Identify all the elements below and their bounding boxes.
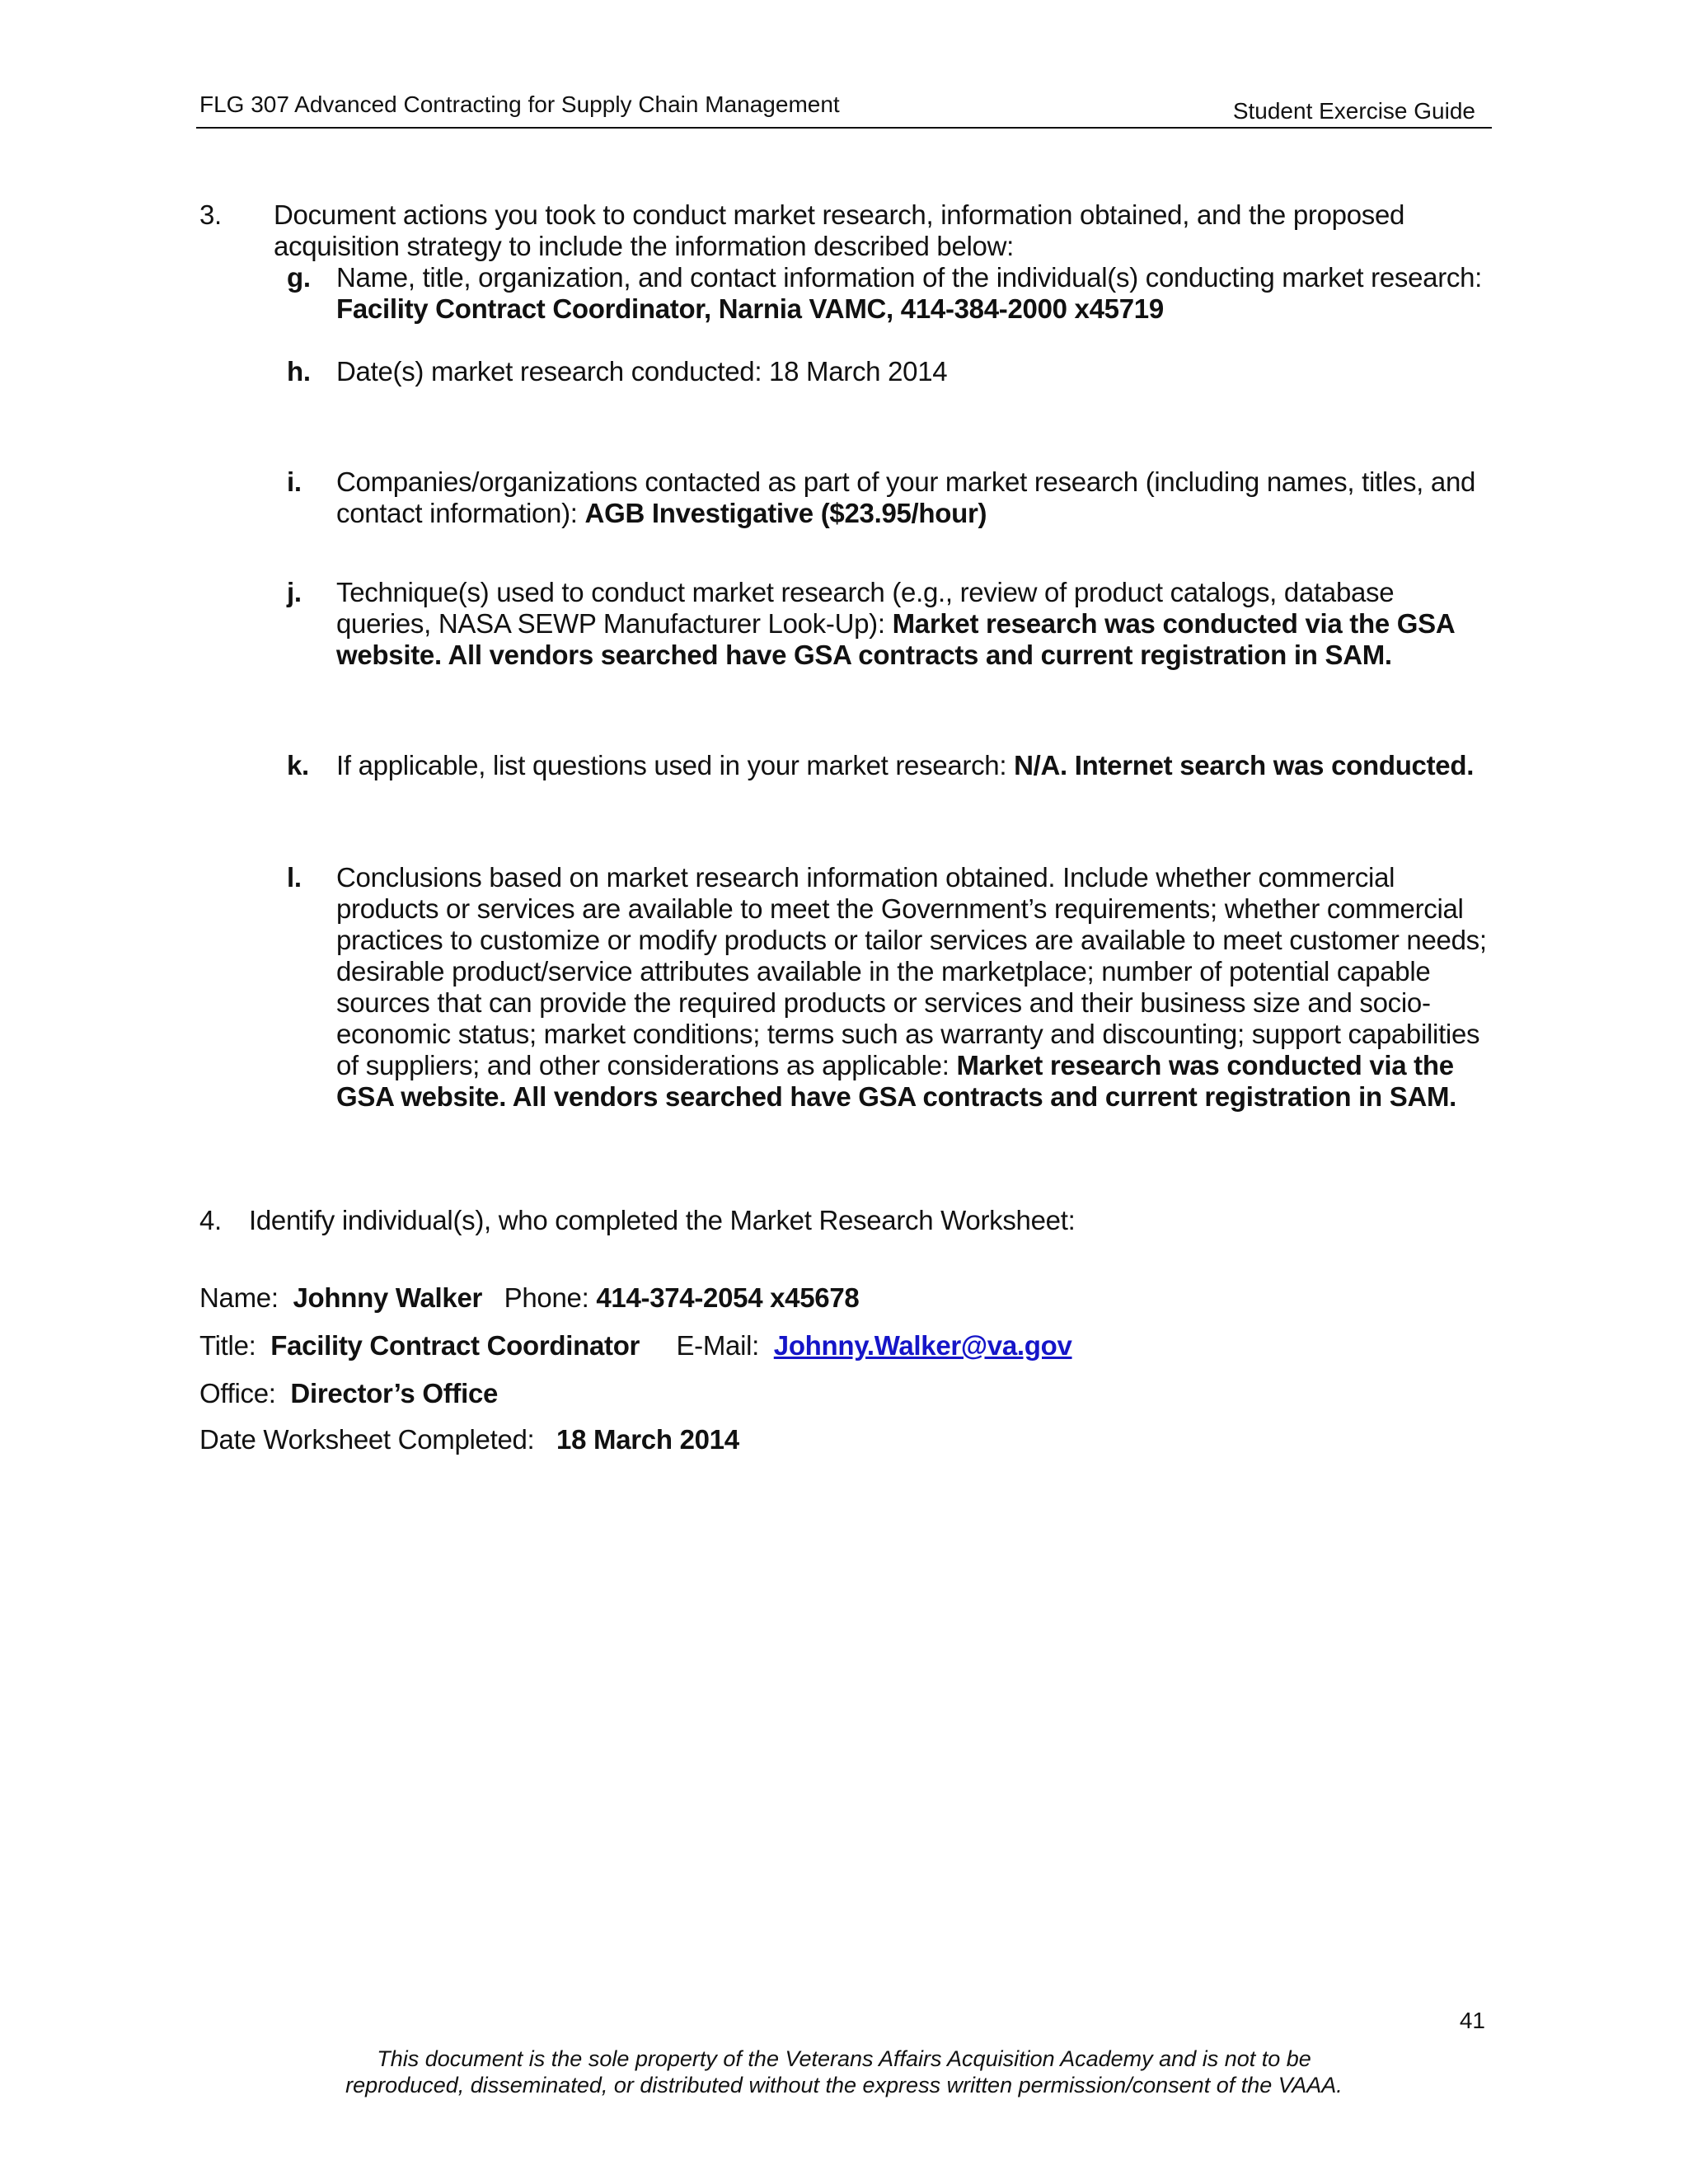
date-label: Date Worksheet Completed: bbox=[199, 1424, 535, 1455]
phone-value: 414-374-2054 x45678 bbox=[596, 1282, 860, 1313]
title-email-line bbox=[199, 1330, 1072, 1361]
phone-label: Phone: bbox=[504, 1282, 589, 1313]
header-divider bbox=[196, 127, 1492, 129]
item-4-text: Identify individual(s), who completed the Market Research Worksheet: bbox=[249, 1205, 1076, 1235]
sub-item-k-letter: k. bbox=[287, 750, 309, 780]
email-label: E-Mail: bbox=[676, 1330, 760, 1361]
footer-notice bbox=[0, 2046, 1688, 2098]
item-3-number: 3. bbox=[199, 199, 222, 230]
sub-item-h-text: Date(s) market research conducted: 18 March 2014 bbox=[336, 356, 948, 387]
sub-item-g-letter: g. bbox=[287, 262, 311, 293]
title-value: Facility Contract Coordinator bbox=[270, 1330, 640, 1361]
sub-item-j-answer: Market research was conducted via the GSA website. All vendors searched have GSA contracts and current registration in SAM. bbox=[336, 608, 1455, 670]
sub-item-g-answer: Facility Contract Coordinator, Narnia VAMC, 414-384-2000 x45719 bbox=[336, 293, 1164, 324]
sub-item-i-text: Companies/organizations contacted as part of your market research (including names, titles, and contact information): bbox=[336, 466, 1476, 528]
sub-item-g-text: Name, title, organization, and contact information of the individual(s) conducting market research: bbox=[336, 262, 1483, 293]
footer-line-1: This document is the sole property of the Veterans Affairs Acquisition Academy and is not to be bbox=[377, 2046, 1311, 2071]
page-number: 41 bbox=[1459, 2008, 1485, 2033]
title-label: Title: bbox=[199, 1330, 256, 1361]
office-label: Office: bbox=[199, 1378, 276, 1408]
sub-item-l-answer: Market research was conducted via the GSA website. All vendors searched have GSA contracts and current registration in SAM. bbox=[336, 1050, 1457, 1112]
sub-item-j-text: Technique(s) used to conduct market research (e.g., review of product catalogs, database queries, NASA SEWP Manufacturer Look-Up): bbox=[336, 577, 1395, 639]
sub-item-l-text: Conclusions based on market research information obtained. Include whether commercial products or services are available to meet the Government’s requirements; whether commercial practices to customize or modify products or tailor services are available to meet customer needs; desirable product/service attributes available in the marketplace; number of potential capable sources that can provide the required products or services and their business size and socio-economic status; market conditions; terms such as warranty and discounting; support capabilities of suppliers; and other considerations as applicable: bbox=[336, 862, 1487, 1080]
email-link[interactable]: Johnny.Walker@va.gov bbox=[773, 1330, 1072, 1361]
guide-name: Student Exercise Guide bbox=[1232, 98, 1475, 124]
office-line bbox=[199, 1378, 498, 1409]
office-value: Director’s Office bbox=[290, 1378, 499, 1408]
sub-item-k-answer: N/A. Internet search was conducted. bbox=[1014, 750, 1475, 780]
date-value: 18 March 2014 bbox=[556, 1424, 739, 1455]
sub-item-k-text: If applicable, list questions used in your market research: bbox=[336, 750, 1007, 780]
date-completed-line bbox=[199, 1424, 739, 1455]
name-label: Name: bbox=[199, 1282, 279, 1313]
footer-line-2: reproduced, disseminated, or distributed without the express written permission/consent of the VAAA. bbox=[345, 2073, 1343, 2097]
sub-item-l-letter: l. bbox=[287, 862, 302, 893]
sub-item-j-letter: j. bbox=[287, 577, 302, 607]
name-phone-line bbox=[199, 1282, 859, 1314]
course-title: FLG 307 Advanced Contracting for Supply Chain Management bbox=[199, 91, 840, 117]
item-4-number: 4. bbox=[199, 1205, 222, 1235]
item-3-lead: Document actions you took to conduct market research, information obtained, and the proposed acquisition strategy to include the information described below: bbox=[274, 199, 1405, 261]
sub-item-i-letter: i. bbox=[287, 466, 302, 497]
sub-item-h-letter: h. bbox=[287, 356, 311, 387]
name-value: Johnny Walker bbox=[293, 1282, 483, 1313]
sub-item-i-answer: AGB Investigative ($23.95/hour) bbox=[584, 498, 987, 528]
